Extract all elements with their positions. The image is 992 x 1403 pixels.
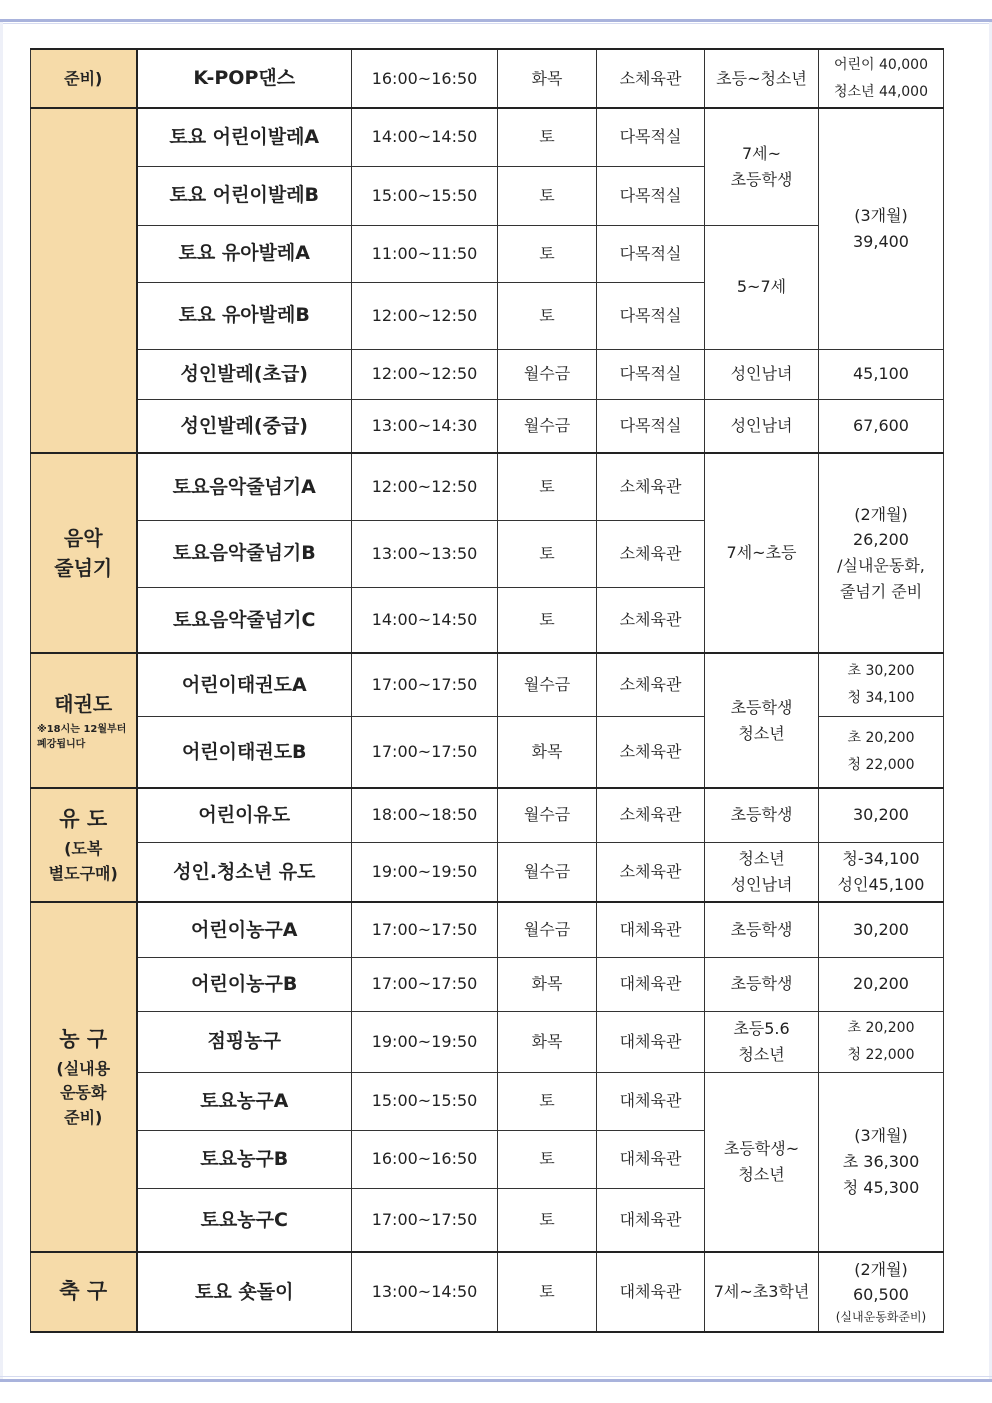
program-price bbox=[819, 653, 944, 716]
program-name: 점핑농구 bbox=[137, 1011, 352, 1072]
category-jumprope bbox=[31, 453, 137, 653]
program-place: 다목적실 bbox=[597, 108, 705, 166]
program-place: 다목적실 bbox=[597, 166, 705, 225]
category-line: 축 구 bbox=[59, 1279, 108, 1304]
price-line: 성인45,100 bbox=[837, 874, 925, 894]
program-target: 7세~초3학년 bbox=[705, 1252, 819, 1332]
program-days: 토 bbox=[498, 1130, 597, 1188]
program-target: 7세~초등 bbox=[705, 453, 819, 653]
top-border-inner bbox=[0, 23, 992, 24]
program-target: 성인남녀 bbox=[705, 349, 819, 399]
price-line: 줄넘기 준비 bbox=[839, 581, 923, 601]
program-time: 12:00~12:50 bbox=[352, 349, 498, 399]
target-line: 청소년 bbox=[738, 1164, 785, 1184]
program-name: 성인발레(초급) bbox=[137, 349, 352, 399]
price-line: 청 22,000 bbox=[847, 1046, 915, 1063]
program-days: 토 bbox=[498, 1188, 597, 1252]
price-line: (3개월) bbox=[854, 206, 908, 226]
program-place: 다목적실 bbox=[597, 225, 705, 282]
category-ballet bbox=[31, 108, 137, 453]
table-row bbox=[31, 957, 944, 1011]
program-place: 소체육관 bbox=[597, 520, 705, 587]
program-place: 대체육관 bbox=[597, 1011, 705, 1072]
program-time: 17:00~17:50 bbox=[352, 957, 498, 1011]
category-line: 음악 bbox=[63, 526, 103, 550]
program-price: 30,200 bbox=[819, 902, 944, 957]
program-price: 67,600 bbox=[819, 399, 944, 453]
program-days: 토 bbox=[498, 1252, 597, 1332]
price-line: 26,200 bbox=[853, 530, 909, 550]
program-time: 16:00~16:50 bbox=[352, 49, 498, 108]
price-line: (2개월) bbox=[854, 504, 908, 524]
table-row bbox=[31, 653, 944, 716]
target-line: 초등학생 bbox=[730, 697, 793, 717]
program-price bbox=[819, 716, 944, 788]
category-judo bbox=[31, 788, 137, 902]
table-row bbox=[31, 349, 944, 399]
program-price bbox=[819, 453, 944, 653]
program-target: 초등학생 bbox=[705, 788, 819, 842]
table-row bbox=[31, 108, 944, 166]
program-price bbox=[819, 1252, 944, 1332]
program-price bbox=[819, 1011, 944, 1072]
price-line: 청 34,100 bbox=[847, 689, 915, 706]
program-time: 13:00~14:50 bbox=[352, 1252, 498, 1332]
program-days: 토 bbox=[498, 282, 597, 349]
program-price bbox=[819, 49, 944, 108]
category-line: (실내용 bbox=[56, 1058, 111, 1078]
program-target bbox=[705, 653, 819, 788]
program-name: 토요농구A bbox=[137, 1072, 352, 1130]
program-time: 12:00~12:50 bbox=[352, 453, 498, 520]
table-row bbox=[31, 842, 944, 902]
category-dance: 준비) bbox=[31, 49, 137, 108]
price-line: 초 20,200 bbox=[847, 730, 915, 747]
program-name: 성인.청소년 유도 bbox=[137, 842, 352, 902]
program-target bbox=[705, 1072, 819, 1252]
program-name: 어린이농구A bbox=[137, 902, 352, 957]
program-place: 소체육관 bbox=[597, 653, 705, 716]
target-line: 청소년 bbox=[738, 1044, 785, 1064]
table-row bbox=[31, 49, 944, 108]
program-days: 토 bbox=[498, 166, 597, 225]
program-name: 토요 유아발레B bbox=[137, 282, 352, 349]
target-line: 초등학생 bbox=[730, 169, 793, 189]
program-target: 5~7세 bbox=[705, 225, 819, 349]
program-time: 12:00~12:50 bbox=[352, 282, 498, 349]
price-line: 청 45,300 bbox=[842, 1177, 920, 1197]
program-days: 월수금 bbox=[498, 653, 597, 716]
program-name: 토요 어린이발레B bbox=[137, 166, 352, 225]
category-soccer bbox=[31, 1252, 137, 1332]
program-place: 다목적실 bbox=[597, 282, 705, 349]
program-days: 월수금 bbox=[498, 349, 597, 399]
program-name: 토요음악줄넘기C bbox=[137, 587, 352, 653]
program-time: 17:00~17:50 bbox=[352, 653, 498, 716]
target-line: 청소년 bbox=[738, 723, 785, 743]
target-line: 성인남녀 bbox=[730, 874, 793, 894]
program-time: 14:00~14:50 bbox=[352, 108, 498, 166]
program-target bbox=[705, 842, 819, 902]
program-days: 화목 bbox=[498, 957, 597, 1011]
program-time: 19:00~19:50 bbox=[352, 1011, 498, 1072]
program-days: 토 bbox=[498, 587, 597, 653]
program-days: 토 bbox=[498, 1072, 597, 1130]
program-place: 다목적실 bbox=[597, 399, 705, 453]
program-name: 토요농구B bbox=[137, 1130, 352, 1188]
program-time: 15:00~15:50 bbox=[352, 166, 498, 225]
price-line: 초 20,200 bbox=[847, 1019, 915, 1036]
program-place: 소체육관 bbox=[597, 587, 705, 653]
category-line: 별도구매) bbox=[48, 863, 118, 883]
target-line: 초등5.6 bbox=[733, 1018, 790, 1038]
category-line: 태권도 bbox=[54, 692, 113, 716]
program-place: 대체육관 bbox=[597, 1130, 705, 1188]
program-name: 어린이태권도A bbox=[137, 653, 352, 716]
program-target: 성인남녀 bbox=[705, 399, 819, 453]
left-border bbox=[0, 22, 3, 1379]
price-line: 초 36,300 bbox=[842, 1151, 920, 1171]
program-days: 월수금 bbox=[498, 788, 597, 842]
program-place: 대체육관 bbox=[597, 1252, 705, 1332]
program-name: 토요음악줄넘기A bbox=[137, 453, 352, 520]
program-days: 화목 bbox=[498, 49, 597, 108]
price-line: 60,500 bbox=[853, 1285, 909, 1305]
target-line: 청소년 bbox=[738, 849, 785, 869]
program-schedule-table bbox=[30, 48, 944, 1333]
program-name: K-POP댄스 bbox=[137, 49, 352, 108]
program-place: 대체육관 bbox=[597, 1072, 705, 1130]
program-days: 토 bbox=[498, 108, 597, 166]
program-name: 성인발레(중급) bbox=[137, 399, 352, 453]
program-name: 토요음악줄넘기B bbox=[137, 520, 352, 587]
price-line: 청소년 44,000 bbox=[833, 83, 928, 100]
category-basketball bbox=[31, 902, 137, 1252]
program-time: 15:00~15:50 bbox=[352, 1072, 498, 1130]
program-name: 어린이태권도B bbox=[137, 716, 352, 788]
program-price bbox=[819, 1072, 944, 1252]
program-place: 다목적실 bbox=[597, 349, 705, 399]
program-place: 대체육관 bbox=[597, 957, 705, 1011]
program-price: 20,200 bbox=[819, 957, 944, 1011]
category-taekwondo bbox=[31, 653, 137, 788]
program-days: 화목 bbox=[498, 1011, 597, 1072]
program-price bbox=[819, 108, 944, 349]
program-name: 어린이유도 bbox=[137, 788, 352, 842]
program-price: 45,100 bbox=[819, 349, 944, 399]
table-row bbox=[31, 1252, 944, 1332]
table-row bbox=[31, 788, 944, 842]
program-price: 30,200 bbox=[819, 788, 944, 842]
program-place: 소체육관 bbox=[597, 453, 705, 520]
program-time: 17:00~17:50 bbox=[352, 1188, 498, 1252]
table-row bbox=[31, 902, 944, 957]
program-place: 소체육관 bbox=[597, 788, 705, 842]
program-target: 초등학생 bbox=[705, 902, 819, 957]
category-note: ※18시는 12월부터 폐강됩니다 bbox=[37, 724, 127, 750]
program-time: 17:00~17:50 bbox=[352, 902, 498, 957]
bottom-border-inner bbox=[0, 1376, 992, 1377]
category-line: 운동화 bbox=[60, 1083, 107, 1103]
category-line: 유 도 bbox=[59, 807, 108, 832]
program-time: 19:00~19:50 bbox=[352, 842, 498, 902]
program-place: 소체육관 bbox=[597, 842, 705, 902]
program-target bbox=[705, 108, 819, 225]
program-name: 토요 숏돌이 bbox=[137, 1252, 352, 1332]
program-place: 소체육관 bbox=[597, 49, 705, 108]
program-time: 17:00~17:50 bbox=[352, 716, 498, 788]
program-name: 토요 유아발레A bbox=[137, 225, 352, 282]
program-time: 13:00~14:30 bbox=[352, 399, 498, 453]
category-line: (도복 bbox=[64, 839, 103, 858]
category-line: 농 구 bbox=[59, 1027, 108, 1051]
category-line: 준비) bbox=[64, 1108, 103, 1128]
program-target: 초등~청소년 bbox=[705, 49, 819, 108]
table-row bbox=[31, 399, 944, 453]
program-days: 토 bbox=[498, 520, 597, 587]
category-line: 줄넘기 bbox=[54, 556, 113, 580]
top-border bbox=[0, 19, 992, 22]
program-days: 월수금 bbox=[498, 399, 597, 453]
price-line: (2개월) bbox=[854, 1259, 908, 1279]
price-line: 청-34,100 bbox=[842, 849, 920, 869]
program-target: 초등학생 bbox=[705, 957, 819, 1011]
program-time: 16:00~16:50 bbox=[352, 1130, 498, 1188]
program-days: 토 bbox=[498, 453, 597, 520]
table-row bbox=[31, 225, 944, 282]
program-name: 토요 어린이발레A bbox=[137, 108, 352, 166]
program-time: 11:00~11:50 bbox=[352, 225, 498, 282]
target-line: 초등학생~ bbox=[723, 1139, 800, 1159]
program-time: 14:00~14:50 bbox=[352, 587, 498, 653]
table-row bbox=[31, 1011, 944, 1072]
program-place: 대체육관 bbox=[597, 1188, 705, 1252]
program-days: 토 bbox=[498, 225, 597, 282]
price-line: 초 30,200 bbox=[847, 663, 915, 680]
program-days: 화목 bbox=[498, 716, 597, 788]
price-line: /실내운동화, bbox=[837, 556, 925, 575]
program-name: 토요농구C bbox=[137, 1188, 352, 1252]
program-time: 18:00~18:50 bbox=[352, 788, 498, 842]
price-line: 청 22,000 bbox=[847, 756, 915, 773]
program-days: 월수금 bbox=[498, 842, 597, 902]
program-time: 13:00~13:50 bbox=[352, 520, 498, 587]
bottom-border bbox=[0, 1379, 992, 1382]
program-days: 월수금 bbox=[498, 902, 597, 957]
program-name: 어린이농구B bbox=[137, 957, 352, 1011]
table-row bbox=[31, 1072, 944, 1130]
target-line: 7세~ bbox=[741, 144, 782, 164]
program-place: 대체육관 bbox=[597, 902, 705, 957]
price-line: 39,400 bbox=[853, 231, 909, 251]
price-line: 어린이 40,000 bbox=[833, 56, 928, 73]
price-note: (실내운동화준비) bbox=[835, 1310, 927, 1324]
program-price bbox=[819, 842, 944, 902]
program-place: 소체육관 bbox=[597, 716, 705, 788]
price-line: (3개월) bbox=[854, 1126, 908, 1146]
table-row bbox=[31, 453, 944, 520]
program-target bbox=[705, 1011, 819, 1072]
